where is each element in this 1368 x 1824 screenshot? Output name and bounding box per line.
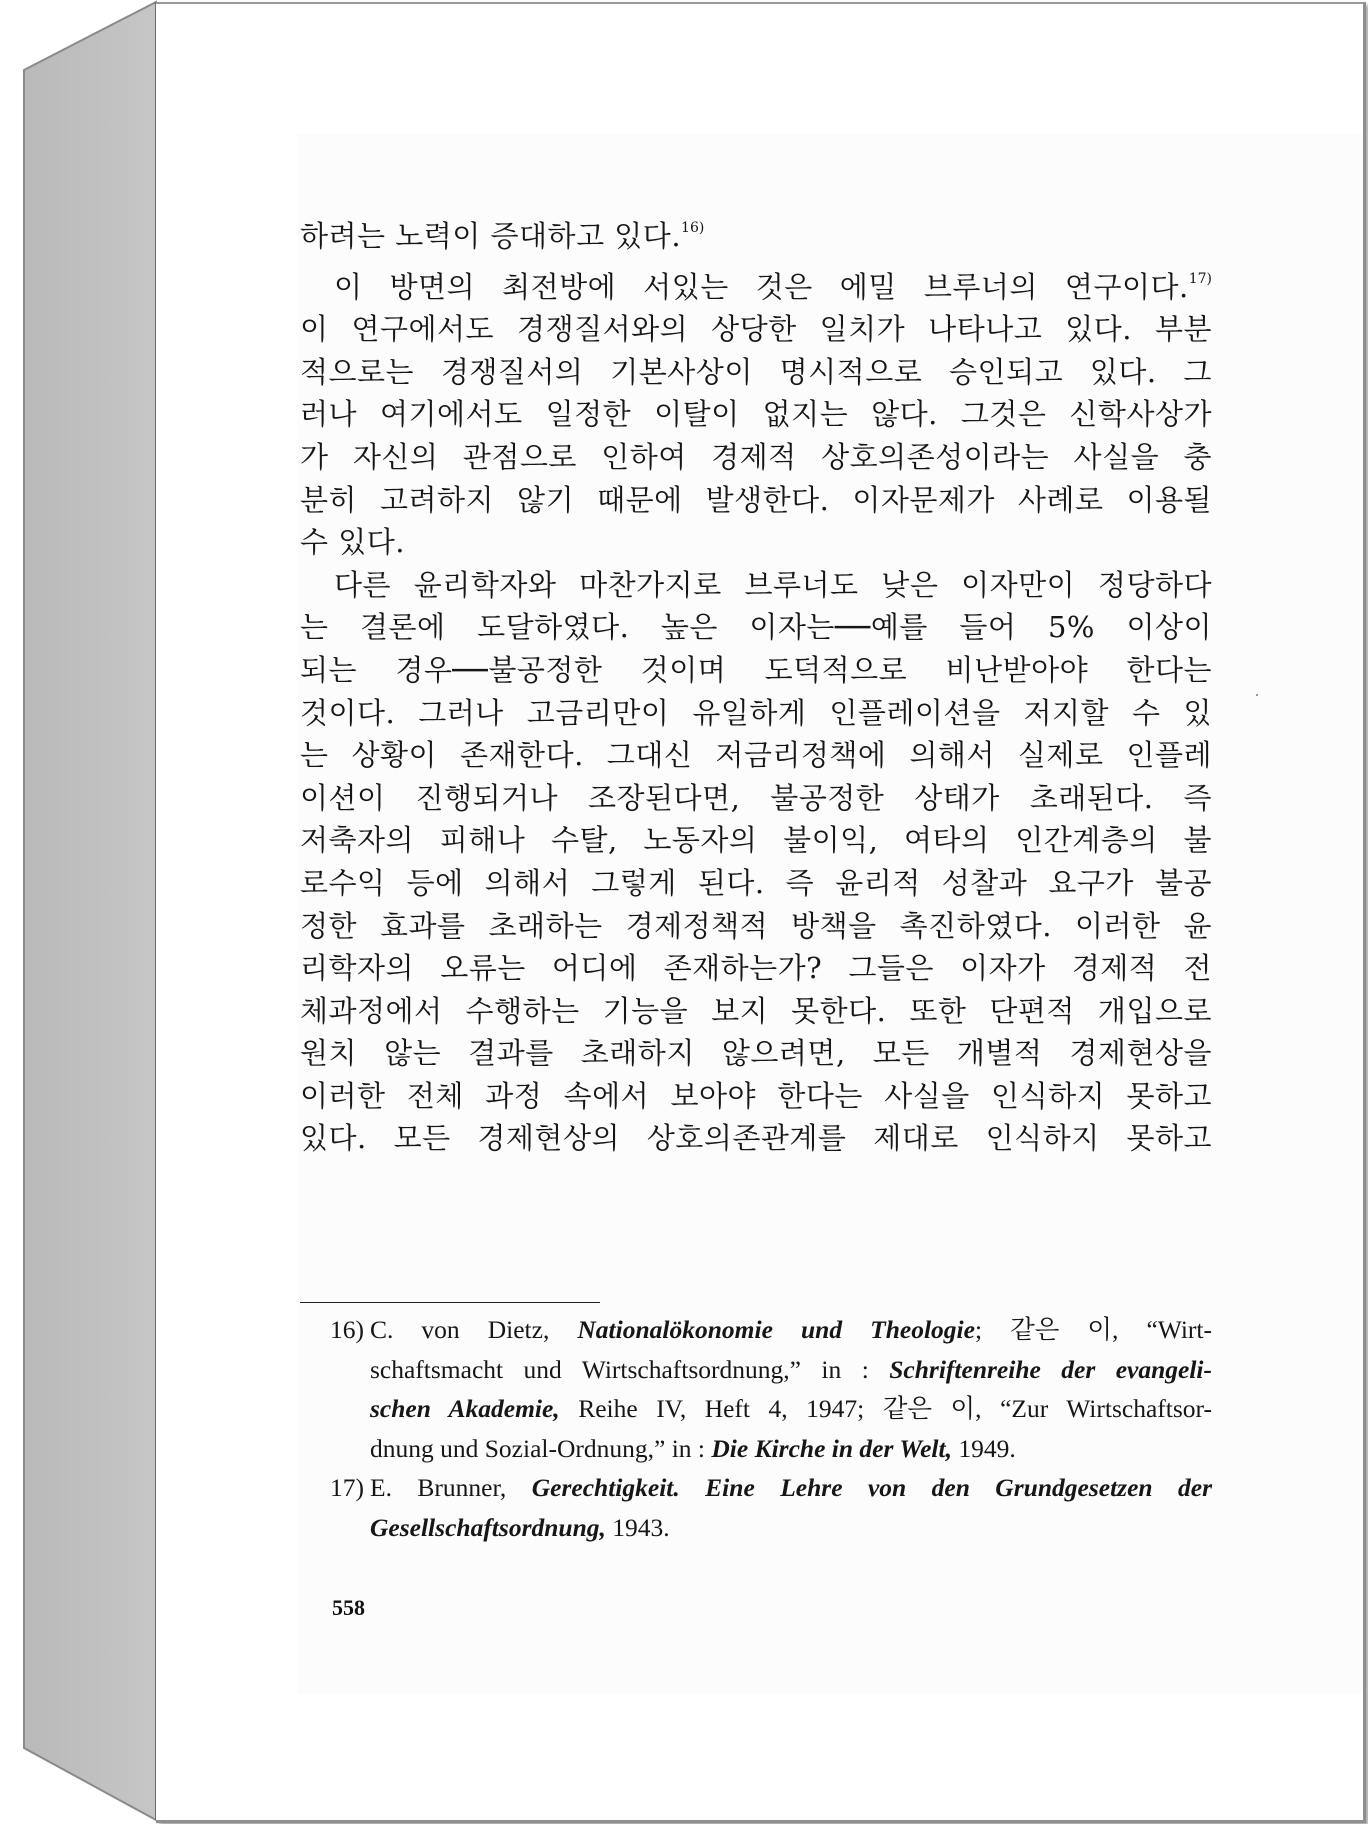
body-line-text: 정한 효과를 초래하는 경제정책적 방책을 촉진하였다. 이러한 윤 xyxy=(300,908,1212,943)
footnote-reference: 17) xyxy=(1188,270,1212,287)
body-line xyxy=(300,308,1212,351)
footnote-number: 17) xyxy=(330,1473,364,1502)
footnote-line xyxy=(370,1468,1212,1508)
footnote-line xyxy=(370,1310,1212,1350)
body-line-text: 있다. 모든 경제현상의 상호의존관계를 제대로 인식하지 못하고 xyxy=(300,1121,1212,1156)
page-number: 558 xyxy=(332,1595,365,1620)
citation-text: ; 같은 이, “Wirt- xyxy=(974,1315,1212,1344)
body-line-text: 되는 경우──불공정한 것이며 도덕적으로 비난받아야 한다는 xyxy=(300,652,1212,687)
citation-text: dnung und Sozial-Ordnung,” in : xyxy=(370,1433,712,1463)
body-line xyxy=(300,1032,1212,1075)
body-line xyxy=(300,819,1212,862)
body-line xyxy=(300,947,1212,990)
citation-title: Die Kirche in der Welt, xyxy=(711,1433,952,1463)
footnote-reference: 16) xyxy=(681,220,705,236)
body-line-text: 리학자의 오류는 어디에 존재하는가? 그들은 이자가 경제적 전 xyxy=(300,951,1212,986)
body-line-text: 다른 윤리학자와 마찬가지로 브루너도 낮은 이자만이 정당하다 xyxy=(334,567,1212,602)
body-line-text: 이 방면의 최전방에 서있는 것은 에밀 브루너의 연구이다. xyxy=(334,269,1189,304)
body-line xyxy=(300,734,1212,777)
body-line xyxy=(300,606,1212,649)
citation-text: 1949. xyxy=(951,1433,1016,1463)
body-text xyxy=(300,207,1212,1160)
body-line xyxy=(300,1117,1212,1160)
citation-title: Gesellschaftsordnung, xyxy=(370,1512,606,1542)
body-line-text: 원치 않는 결과를 초래하지 않으려면, 모든 개별적 경제현상을 xyxy=(300,1036,1212,1071)
citation-text: schaftsmacht und Wirtschaftsordnung,” in : xyxy=(370,1354,890,1384)
body-line xyxy=(300,862,1212,905)
body-line xyxy=(300,649,1212,692)
body-line-text: 적으로는 경쟁질서의 기본사상이 명시적으로 승인되고 있다. 그 xyxy=(300,354,1212,389)
footnotes xyxy=(330,1310,1212,1547)
citation-title: Gerechtigkeit. Eine Lehre von den Grundgesetzen der xyxy=(531,1473,1212,1502)
body-line xyxy=(300,777,1212,820)
body-line xyxy=(300,479,1212,522)
body-line-text: 수 있다. xyxy=(300,525,405,560)
body-line-text: 이 연구에서도 경쟁질서와의 상당한 일치가 나타나고 있다. 부분 xyxy=(300,312,1212,347)
body-line-text: 저축자의 피해나 수탈, 노동자의 불이익, 여타의 인간계층의 불 xyxy=(300,823,1212,858)
citation-text: Reihe IV, Heft 4, 1947; 같은 이, “Zur Wirtschaftsor- xyxy=(559,1394,1212,1423)
body-line xyxy=(300,905,1212,948)
footnote-line xyxy=(370,1508,1212,1548)
body-line-text: 분히 고려하지 않기 때문에 발생한다. 이자문제가 사례로 이용될 xyxy=(300,482,1212,517)
body-line xyxy=(300,521,1212,564)
footnote-line xyxy=(370,1389,1212,1429)
footnote xyxy=(330,1310,1212,1468)
footnote-number: 16) xyxy=(330,1315,364,1344)
body-line-text: 이션이 진행되거나 조장된다면, 불공정한 상태가 초래된다. 즉 xyxy=(300,780,1212,815)
citation-title: schen Akademie, xyxy=(370,1394,560,1423)
body-line-text: 로수익 등에 의해서 그렇게 된다. 즉 윤리적 성찰과 요구가 불공 xyxy=(300,865,1212,900)
body-line xyxy=(300,564,1212,607)
body-line-text: 러나 여기에서도 일정한 이탈이 없지는 않다. 그것은 신학사상가 xyxy=(300,397,1212,432)
body-line xyxy=(300,436,1212,479)
body-line xyxy=(300,990,1212,1033)
citation-text: 1943. xyxy=(605,1512,670,1542)
body-line xyxy=(300,1075,1212,1118)
body-line xyxy=(300,207,1212,258)
footnote-line xyxy=(370,1350,1212,1390)
citation-title: Schriftenreihe der evangeli- xyxy=(889,1354,1212,1384)
body-line-text: 이러한 전체 과정 속에서 보아야 한다는 사실을 인식하지 못하고 xyxy=(300,1078,1212,1113)
scan-speck xyxy=(1256,694,1258,696)
footnote-divider xyxy=(300,1302,600,1303)
body-line xyxy=(300,351,1212,394)
body-line xyxy=(300,692,1212,735)
body-line-text: 체과정에서 수행하는 기능을 보지 못한다. 또한 단편적 개입으로 xyxy=(300,993,1212,1028)
footnote xyxy=(330,1468,1212,1547)
body-line-text: 하려는 노력이 증대하고 있다. xyxy=(300,219,682,253)
body-line-text: 것이다. 그러나 고금리만이 유일하게 인플레이션을 저지할 수 있 xyxy=(300,695,1212,730)
citation-title: Nationalökonomie und Theologie xyxy=(577,1315,975,1344)
citation-text: E. Brunner, xyxy=(370,1473,532,1502)
citation-text: C. von Dietz, xyxy=(370,1315,578,1344)
body-line xyxy=(300,258,1212,309)
body-line-text: 는 상황이 존재한다. 그대신 저금리정책에 의해서 실제로 인플레 xyxy=(300,738,1212,773)
book-spine xyxy=(0,0,160,1824)
body-line xyxy=(300,393,1212,436)
body-line-text: 가 자신의 관점으로 인하여 경제적 상호의존성이라는 사실을 충 xyxy=(300,439,1212,474)
body-line-text: 는 결론에 도달하였다. 높은 이자는──예를 들어 5% 이상이 xyxy=(300,610,1212,645)
footnote-line xyxy=(370,1429,1212,1469)
